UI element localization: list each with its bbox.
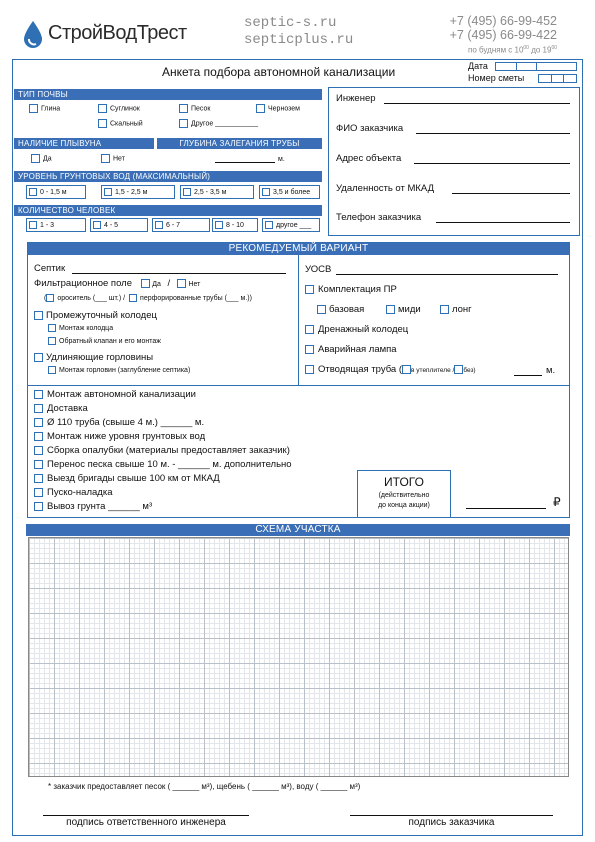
- drainage-well[interactable]: Дренажный колодец: [305, 324, 408, 335]
- well-install[interactable]: Монтаж колодца: [48, 324, 113, 332]
- checkbox[interactable]: [31, 154, 40, 163]
- checkbox[interactable]: [179, 119, 188, 128]
- checkbox[interactable]: [183, 188, 191, 196]
- people-option-3[interactable]: 6 - 7: [152, 218, 210, 232]
- kit-basic[interactable]: базовая: [317, 304, 364, 315]
- checkbox[interactable]: [386, 305, 395, 314]
- checkbox[interactable]: [262, 188, 270, 196]
- soil-option-loam[interactable]: Суглинок: [98, 104, 140, 113]
- filtration-no-checkbox[interactable]: [177, 279, 186, 288]
- service-item[interactable]: Вывоз грунта ______ м³: [34, 501, 152, 512]
- checkbox[interactable]: [29, 104, 38, 113]
- phone-label: Телефон заказчика: [336, 212, 422, 223]
- checkbox[interactable]: [317, 305, 326, 314]
- service-item[interactable]: Доставка: [34, 403, 88, 414]
- currency-ruble: ₽: [553, 495, 561, 509]
- quicksand-no[interactable]: Нет: [101, 154, 125, 163]
- groundwater-option-2[interactable]: 1,5 - 2,5 м: [101, 185, 175, 199]
- checkbox[interactable]: [305, 285, 314, 294]
- checkbox[interactable]: [34, 390, 43, 399]
- site-link-2[interactable]: septicplus.ru: [244, 32, 354, 48]
- service-item[interactable]: Выезд бригады свыше 100 км от МКАД: [34, 473, 220, 484]
- engineer-label: Инженер: [336, 93, 376, 104]
- checkbox[interactable]: [29, 188, 37, 196]
- filtration-details: ( ороситель (___ шт.) / перфорированные трубы (___ м.)): [44, 294, 252, 302]
- checkbox[interactable]: [34, 488, 43, 497]
- checkbox[interactable]: [179, 104, 188, 113]
- checkbox[interactable]: [48, 324, 56, 332]
- checkbox[interactable]: [440, 305, 449, 314]
- alarm-lamp[interactable]: Аварийная лампа: [305, 344, 397, 355]
- groundwater-option-3[interactable]: 2,5 - 3,5 м: [180, 185, 254, 199]
- date-boxes[interactable]: [495, 62, 577, 71]
- estimate-label: Номер сметы: [468, 73, 525, 83]
- checkbox[interactable]: [98, 119, 107, 128]
- address-input[interactable]: [414, 163, 570, 164]
- recommended-heading: РЕКОМЕДУЕМЫЙ ВАРИАНТ: [28, 243, 569, 255]
- phone-input[interactable]: [436, 222, 570, 223]
- pr-kit[interactable]: Комплектация ПР: [305, 284, 397, 295]
- logo: [22, 18, 222, 54]
- quicksand-yes[interactable]: Да: [31, 154, 52, 163]
- outlet-unit: м.: [546, 365, 556, 376]
- kit-long[interactable]: лонг: [440, 304, 472, 315]
- quicksand-heading: НАЛИЧИЕ ПЛЫВУНА: [14, 138, 154, 149]
- groundwater-option-1[interactable]: 0 - 1,5 м: [26, 185, 86, 199]
- checkbox[interactable]: [265, 221, 273, 229]
- filtration-field: Фильтрационное поле Да / Нет: [34, 278, 201, 289]
- service-item[interactable]: Пуско-наладка: [34, 487, 112, 498]
- septic-input[interactable]: [72, 273, 286, 274]
- form-title: Анкета подбора автономной канализации: [162, 65, 396, 79]
- checkbox[interactable]: [34, 353, 43, 362]
- engineer-signature-label: подпись ответственного инженера: [66, 817, 226, 828]
- checkbox[interactable]: [155, 221, 163, 229]
- service-item[interactable]: Ø 110 труба (свыше 4 м.) ______ м.: [34, 417, 204, 428]
- checkbox[interactable]: [34, 446, 43, 455]
- service-item[interactable]: Сборка опалубки (материалы предоставляет заказчик): [34, 445, 290, 456]
- checkbox[interactable]: [305, 325, 314, 334]
- people-option-5[interactable]: другое ___: [262, 218, 320, 232]
- service-item[interactable]: Перенос песка свыше 10 м. - ______ м. дополнительно: [34, 459, 292, 470]
- groundwater-heading: УРОВЕНЬ ГРУНТОВЫХ ВОД (МАКСИМАЛЬНЫЙ): [14, 171, 322, 182]
- extension-necks[interactable]: Удлиняющие горловины: [34, 352, 153, 363]
- uosv-input[interactable]: [336, 274, 558, 275]
- date-label: Дата: [468, 61, 488, 71]
- site-links: [244, 15, 353, 49]
- people-option-4[interactable]: 8 - 10: [212, 218, 258, 232]
- company-name: СтройВодТрест: [48, 22, 187, 44]
- necks-install[interactable]: Монтаж горловин (заглубление септика): [48, 366, 190, 374]
- checkbox[interactable]: [34, 404, 43, 413]
- soil-option-sand[interactable]: Песок: [179, 104, 210, 113]
- customer-input[interactable]: [416, 133, 570, 134]
- people-heading: КОЛИЧЕСТВО ЧЕЛОВЕК: [14, 205, 322, 216]
- scheme-heading: СХЕМА УЧАСТКА: [26, 524, 570, 536]
- pipe-depth-input[interactable]: [215, 162, 275, 163]
- phone-2: +7 (495) 66-99-422: [449, 28, 557, 42]
- checkbox[interactable]: [48, 366, 56, 374]
- distance-input[interactable]: [452, 193, 570, 194]
- uosv-label: УОСВ: [305, 264, 332, 275]
- estimate-boxes[interactable]: [538, 74, 577, 83]
- checkbox[interactable]: [34, 311, 43, 320]
- total-note-2: до конца акции): [378, 502, 430, 509]
- people-option-1[interactable]: 1 - 3: [26, 218, 86, 232]
- without-insulation-checkbox[interactable]: [454, 365, 463, 374]
- checkbox[interactable]: [34, 474, 43, 483]
- checkbox[interactable]: [256, 104, 265, 113]
- insulated-checkbox[interactable]: [402, 365, 411, 374]
- pipe-depth-heading: ГЛУБИНА ЗАЛЕГАНИЯ ТРУБЫ: [157, 138, 322, 149]
- address-label: Адрес объекта: [336, 153, 402, 164]
- service-item[interactable]: Монтаж автономной канализации: [34, 389, 196, 400]
- checkbox[interactable]: [215, 221, 223, 229]
- water-drop-icon: [22, 20, 44, 50]
- soil-option-other[interactable]: Другое ___________: [179, 119, 258, 128]
- recommended-divider: [298, 255, 299, 385]
- outlet-length-input[interactable]: [514, 375, 542, 376]
- people-option-2[interactable]: 4 - 5: [90, 218, 148, 232]
- checkbox[interactable]: [98, 104, 107, 113]
- soil-heading: ТИП ПОЧВЫ: [14, 89, 322, 100]
- soil-option-rocky[interactable]: Скальный: [98, 119, 143, 128]
- soil-option-clay[interactable]: Глина: [29, 104, 60, 113]
- checkbox[interactable]: [104, 188, 112, 196]
- outlet-pipe[interactable]: Отводящая труба ( в утеплителе / без): [305, 364, 476, 375]
- filtration-yes-checkbox[interactable]: [141, 279, 150, 288]
- checkbox[interactable]: [34, 502, 43, 511]
- intermediate-well[interactable]: Промежуточный колодец: [34, 310, 157, 321]
- scheme-grid[interactable]: [28, 537, 569, 777]
- pipe-depth-unit: м.: [278, 156, 285, 163]
- checkbox[interactable]: [34, 460, 43, 469]
- checkbox[interactable]: [305, 345, 314, 354]
- phones: [450, 14, 557, 57]
- customer-signature-label: подпись заказчика: [408, 817, 495, 828]
- soil-option-chernozem[interactable]: Чернозем: [256, 104, 300, 113]
- working-hours: по будням с $10^{00}$ до $19^{00}$: [468, 45, 557, 55]
- perforated-checkbox[interactable]: [129, 294, 137, 302]
- total-note-1: (действительно: [378, 492, 430, 499]
- groundwater-option-4[interactable]: 3,5 и более: [259, 185, 320, 199]
- total-amount-input[interactable]: [466, 508, 546, 509]
- checkbox[interactable]: [93, 221, 101, 229]
- customer-signature-line[interactable]: [350, 815, 553, 816]
- engineer-input[interactable]: [384, 103, 570, 104]
- septic-label: Септик: [34, 263, 66, 274]
- customer-label: ФИО заказчика: [336, 123, 404, 134]
- checkbox[interactable]: [34, 432, 43, 441]
- checkbox[interactable]: [48, 337, 56, 345]
- footnote: * заказчик предоставляет песок ( ______ м³), щебень ( ______ м³), воду ( ______ м³): [48, 782, 361, 791]
- service-item[interactable]: Монтаж ниже уровня грунтовых вод: [34, 431, 205, 442]
- kit-midi[interactable]: миди: [386, 304, 421, 315]
- engineer-signature-line[interactable]: [43, 815, 249, 816]
- distance-label: Удаленность от МКАД: [336, 183, 435, 194]
- checkbox[interactable]: [29, 221, 37, 229]
- site-link-1[interactable]: septic-s.ru: [244, 15, 337, 31]
- checkbox[interactable]: [305, 365, 314, 374]
- check-valve[interactable]: Обратный клапан и его монтаж: [48, 337, 161, 345]
- sprinkler-checkbox[interactable]: [46, 294, 54, 302]
- checkbox[interactable]: [101, 154, 110, 163]
- services-divider: [28, 385, 569, 386]
- total-label: ИТОГО: [384, 475, 424, 489]
- checkbox[interactable]: [34, 418, 43, 427]
- phone-1: +7 (495) 66-99-452: [449, 14, 557, 28]
